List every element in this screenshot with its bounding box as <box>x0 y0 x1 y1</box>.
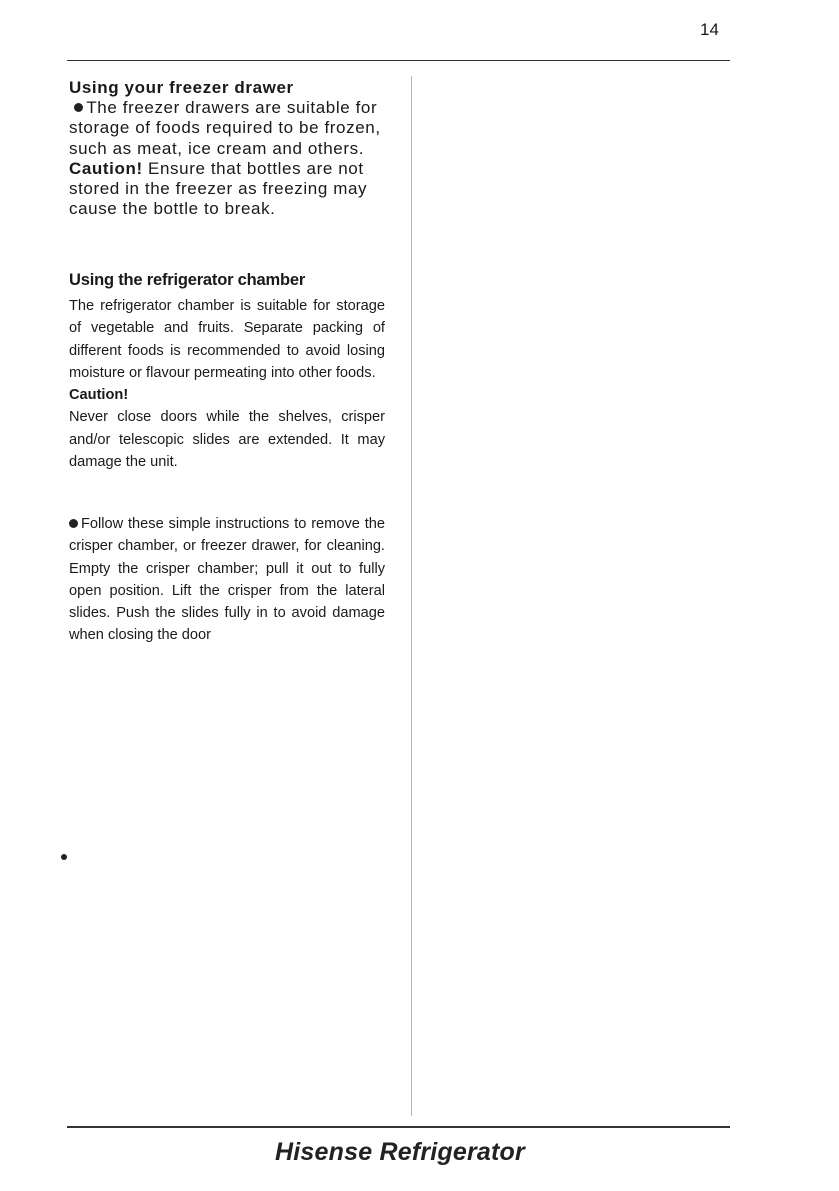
bullet-icon <box>69 519 78 528</box>
refrigerator-caution-label: Caution! <box>69 387 129 404</box>
freezer-intro-paragraph <box>69 98 385 159</box>
header-rule <box>67 60 730 61</box>
column-divider <box>411 76 412 1116</box>
refrigerator-caution-text: Never close doors while the shelves, crisper and/or telescopic slides are extended. It may damage the unit. <box>69 409 385 471</box>
page-number: 14 <box>700 20 719 39</box>
cleaning-instructions-text: Follow these simple instructions to remove the crisper chamber, or freezer drawer, for cleaning. Empty the crisper chamber; pull it out to fully open position. Lift the crisper from the lateral slides. Push the slides fully in to avoid damage when closing the door <box>69 516 385 644</box>
cleaning-instructions-paragraph <box>69 513 385 647</box>
freezer-caution-label: Caution! <box>69 158 143 178</box>
freezer-intro-text: The freezer drawers are suitable for storage of foods required to be frozen, such as meat, ice cream and others. <box>69 98 381 158</box>
cleaning-instructions-section <box>69 513 385 647</box>
bullet-icon <box>61 854 67 860</box>
freezer-caution-text: Ensure that bottles are not stored in the freezer as freezing may cause the bottle to break. <box>69 158 368 219</box>
refrigerator-body-text: The refrigerator chamber is suitable for storage of vegetable and fruits. Separate packing of different foods is recommended to avoid losing moisture or flavour permeating into other foods. <box>69 298 385 381</box>
bullet-icon <box>74 103 83 112</box>
refrigerator-section-heading: Using the refrigerator chamber <box>69 271 306 289</box>
footer-brand-logo: Hisense Refrigerator <box>275 1138 525 1166</box>
refrigerator-chamber-section <box>69 269 385 473</box>
freezer-section-heading: Using your freezer drawer <box>69 78 294 97</box>
footer-rule <box>67 1126 730 1128</box>
freezer-drawer-section <box>69 78 385 219</box>
freezer-caution-paragraph <box>69 159 385 220</box>
